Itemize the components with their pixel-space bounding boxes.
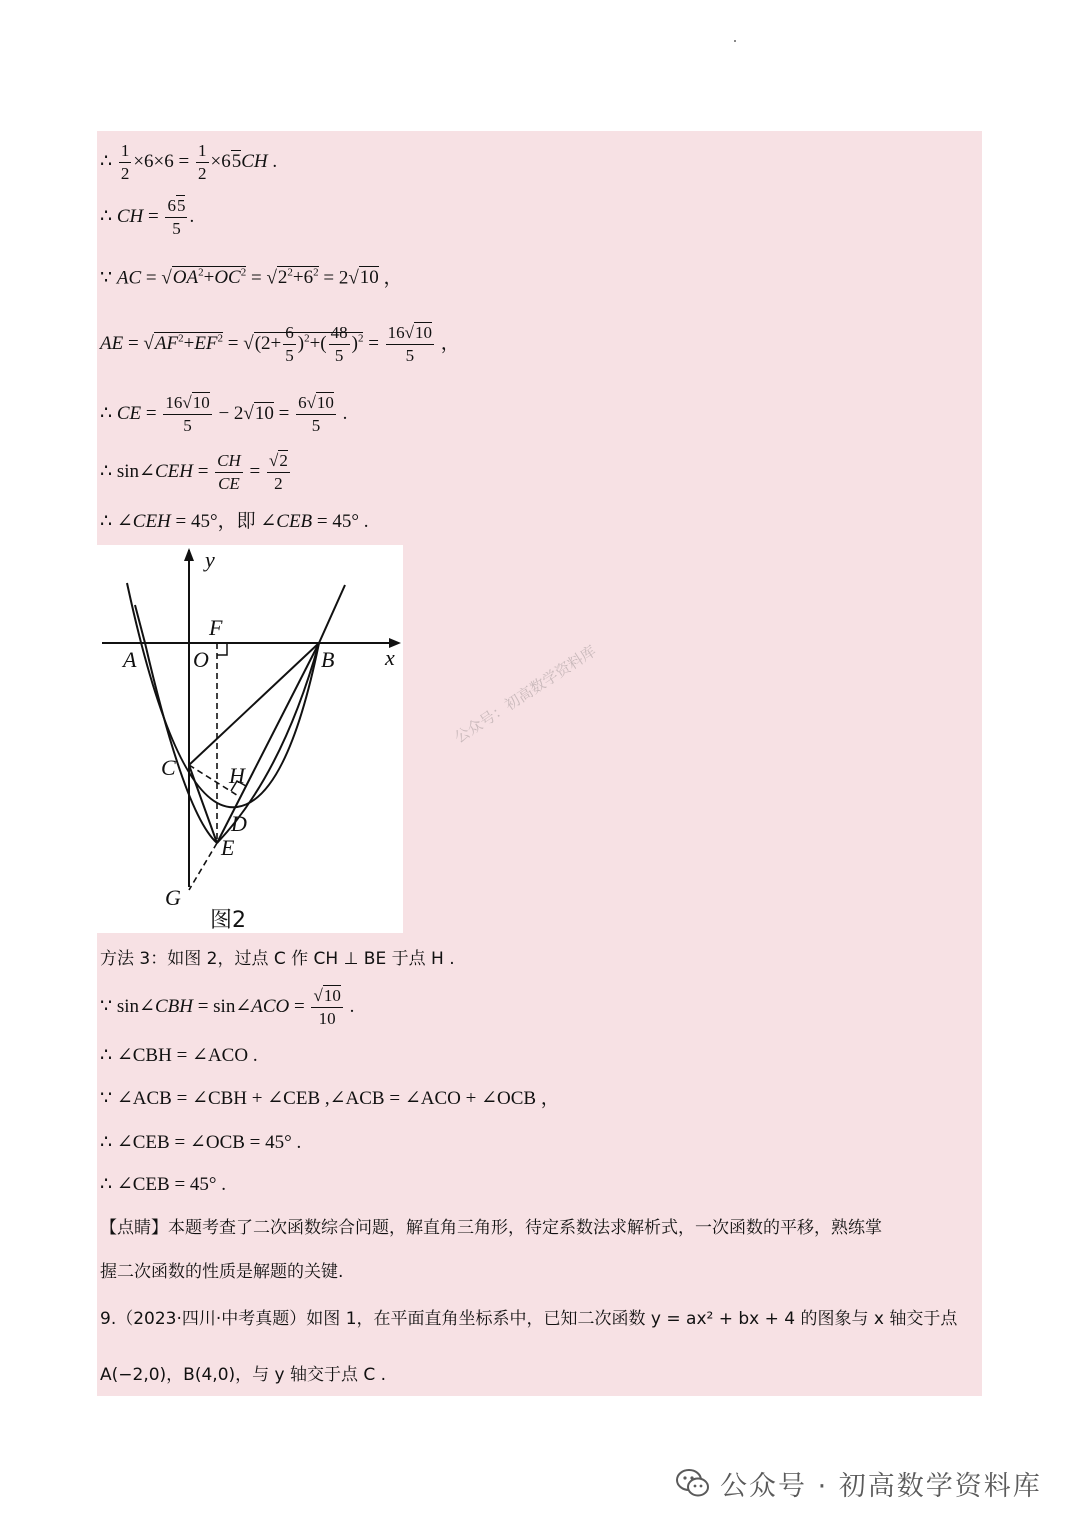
label-A: A: [123, 647, 137, 672]
wechat-icon: [676, 1468, 710, 1498]
method-line-4: ∴ ∠CEB = ∠OCB = 45° .: [100, 1132, 302, 1153]
label-O: O: [193, 647, 209, 672]
y-axis-arrow: [184, 548, 194, 561]
label-B: B: [321, 647, 335, 672]
label-y: y: [205, 547, 215, 572]
question-9-line-2: A(−2,0)，B(4,0)，与 y 轴交于点 C .: [100, 1365, 387, 1385]
label-C: C: [161, 755, 176, 780]
method-line-2: ∴ ∠CBH = ∠ACO .: [100, 1045, 258, 1066]
question-9-line-1: 9.（2023·四川·中考真题）如图 1，在平面直角坐标系中，已知二次函数 y = ax² + bx + 4 的图象与 x 轴交于点: [100, 1309, 958, 1329]
method-line-3: ∵ ∠ACB = ∠CBH + ∠CEB ,∠ACB = ∠ACO + ∠OCB ，: [100, 1088, 560, 1109]
page-dot: [734, 40, 736, 42]
dianjing-line-2: 握二次函数的性质是解题的关键.: [100, 1262, 344, 1282]
solution-line-5: ∴ CE = $\frac{16√10}{5}$ − 2√10 = $\frac{6√10}{5}$ .: [100, 393, 348, 435]
method-line-1: ∵ sin∠CBH = sin∠ACO = $\frac{√10}{10}$ .: [100, 986, 355, 1028]
solution-line-4: AE = $√AF^2+EF^2 = √(2+$ $\frac{6}{5}$ )$^2$+( $\frac{48}{5}$ )$^2$ = $\frac{16√10}{5}$ ，: [100, 323, 460, 365]
label-F: F: [209, 615, 223, 640]
figure-caption: 图2: [210, 908, 246, 933]
footer-text: 公众号 · 初高数学资料库: [720, 1470, 1042, 1502]
solution-line-3: ∵ AC = $√OA^2+OC^2 = √2^2+6^2 = 2√10$ ，: [100, 267, 403, 289]
label-G: G: [165, 885, 181, 910]
solution-line-7: ∴ ∠CEH = 45°，即 ∠CEB = 45° .: [100, 510, 369, 532]
dianjing-line-1: 【点睛】本题考查了二次函数综合问题，解直角三角形，待定系数法求解析式，一次函数的平移，熟练掌: [100, 1218, 882, 1238]
solution-line-6: ∴ sin∠CEH = $\frac{CH}{CE}$ = $\frac{√2}{2}$: [100, 451, 288, 493]
solution-line-1: ∴ $\frac{1}{2}$ ×6×6 = $\frac{1}{2}$ ×65CH .: [100, 141, 278, 183]
label-D: D: [231, 811, 247, 836]
label-H: H: [229, 763, 245, 788]
figure-2: [97, 545, 403, 933]
method-3-line: 方法 3：如图 2，过点 C 作 CH ⊥ BE 于点 H .: [100, 949, 455, 969]
label-E: E: [221, 835, 235, 860]
watermark: 公众号：初高数学资料库: [451, 641, 600, 747]
figure-2-diagram: [97, 545, 403, 933]
footer-brand: [676, 1463, 1042, 1503]
parabola-lower: [127, 583, 319, 807]
solution-line-2: ∴ CH = $\frac{65}{5}$ .: [100, 196, 195, 238]
label-x: x: [385, 645, 395, 670]
right-angle-F: [217, 643, 227, 655]
dashed-EG: [189, 843, 217, 890]
method-line-5: ∴ ∠CEB = 45° .: [100, 1174, 227, 1195]
